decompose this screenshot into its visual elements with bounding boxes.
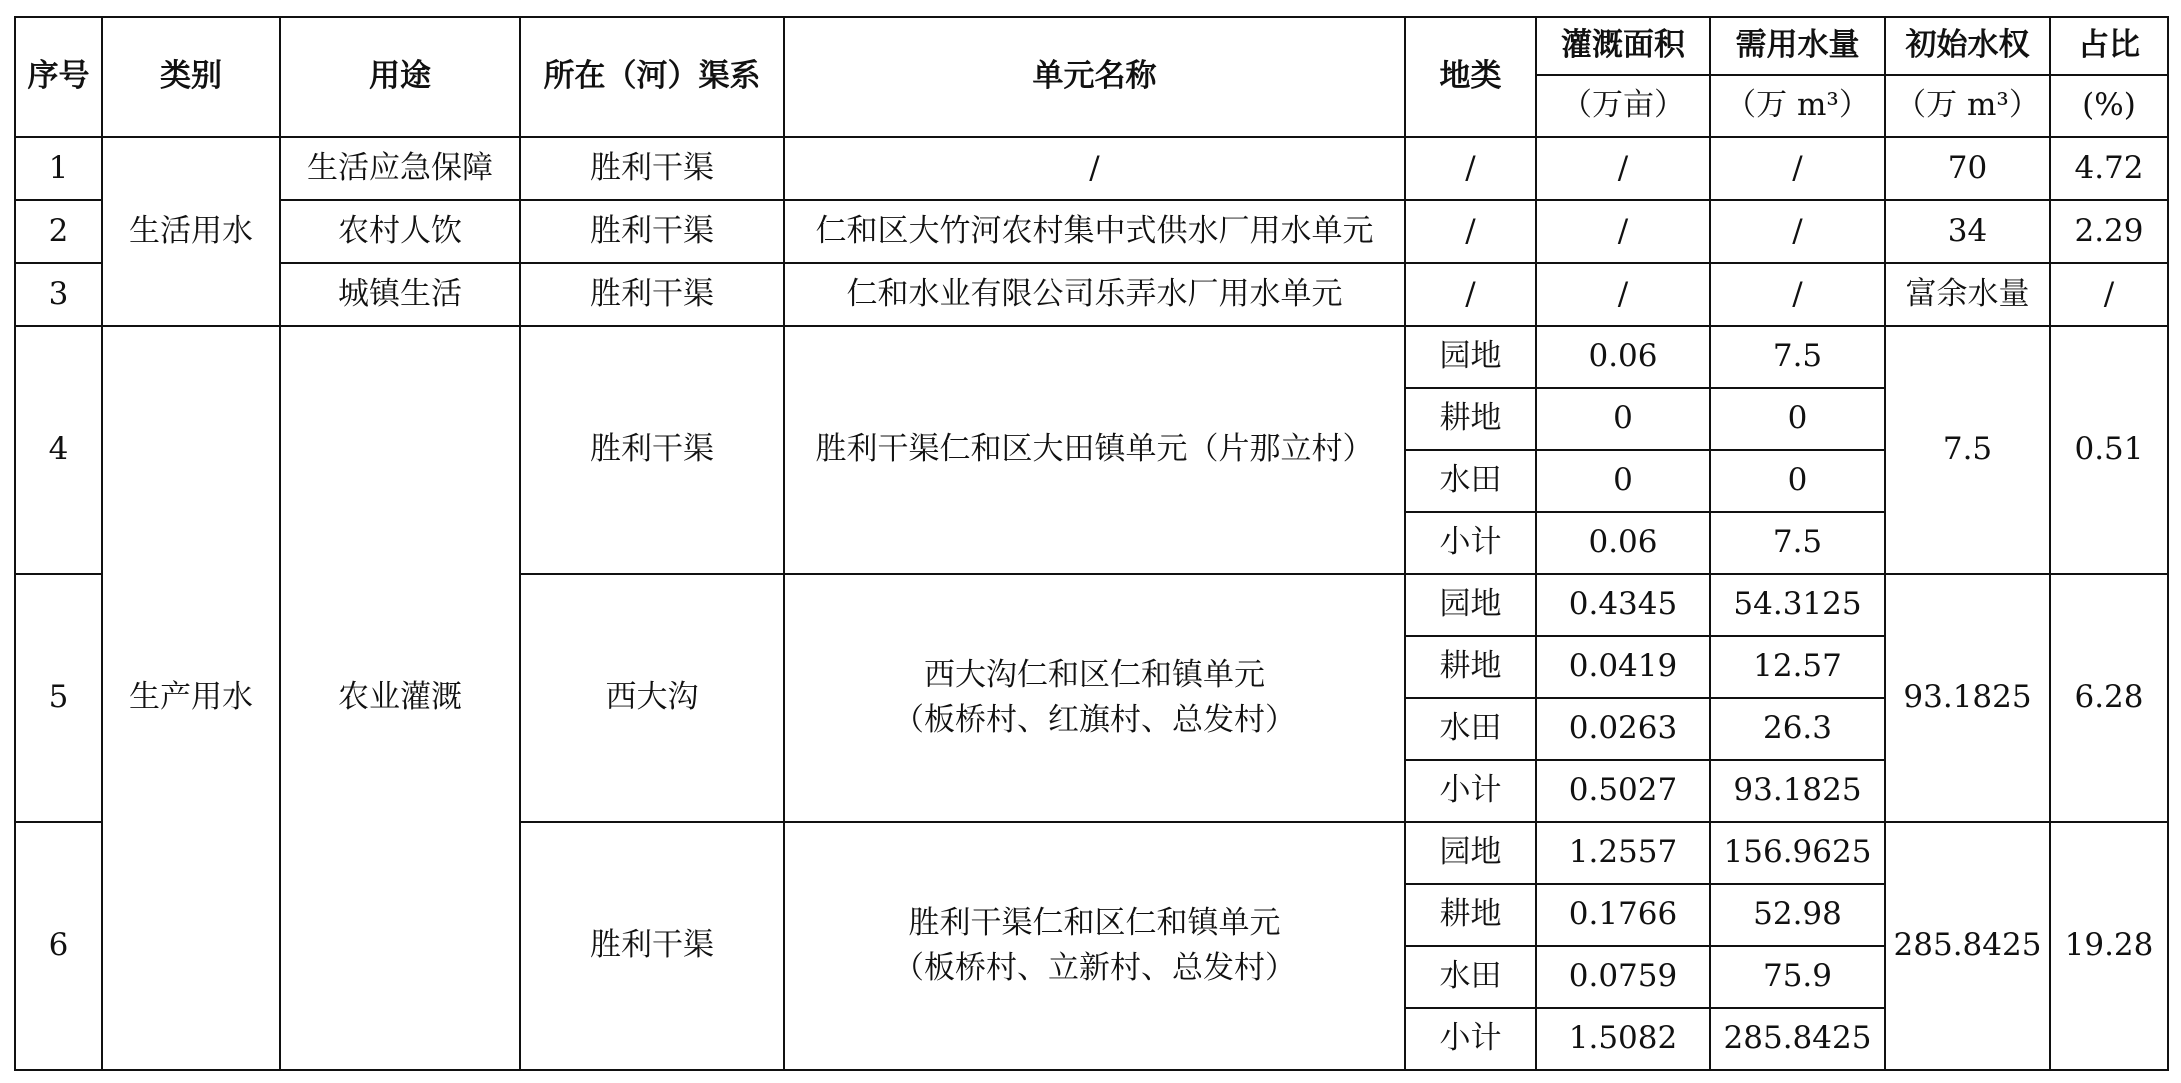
cell-unit-name: / bbox=[784, 137, 1405, 200]
cell-land-type: 耕地 bbox=[1405, 388, 1536, 450]
cell-land-type: 园地 bbox=[1405, 574, 1536, 636]
table-row bbox=[15, 326, 2168, 388]
cell-land-type: / bbox=[1405, 263, 1536, 326]
cell-irr-area: 0.06 bbox=[1536, 512, 1710, 574]
cell-water-demand: 0 bbox=[1710, 388, 1885, 450]
cell-use: 生活应急保障 bbox=[280, 137, 520, 200]
cell-channel: 胜利干渠 bbox=[520, 137, 784, 200]
cell-use: 城镇生活 bbox=[280, 263, 520, 326]
cell-land-type: / bbox=[1405, 200, 1536, 263]
cell-water-demand: 156.9625 bbox=[1710, 822, 1885, 884]
cell-water-demand: 7.5 bbox=[1710, 512, 1885, 574]
cell-irr-area: 0.1766 bbox=[1536, 884, 1710, 946]
cell-water-demand: 93.1825 bbox=[1710, 760, 1885, 822]
cell-unit-name: 胜利干渠仁和区仁和镇单元 （板桥村、立新村、总发村） bbox=[784, 822, 1405, 1070]
cell-irr-area: 1.5082 bbox=[1536, 1008, 1710, 1070]
header-channel: 所在（河）渠系 bbox=[520, 17, 784, 137]
cell-irr-area: 0.0419 bbox=[1536, 636, 1710, 698]
cell-channel: 胜利干渠 bbox=[520, 326, 784, 574]
cell-share: 19.28 bbox=[2050, 822, 2168, 1070]
cell-initial-right: 93.1825 bbox=[1885, 574, 2050, 822]
cell-initial-right: 34 bbox=[1885, 200, 2050, 263]
header-water-demand: 需用水量 bbox=[1710, 17, 1885, 75]
cell-unit-name: 西大沟仁和区仁和镇单元 （板桥村、红旗村、总发村） bbox=[784, 574, 1405, 822]
cell-seq: 2 bbox=[15, 200, 102, 263]
cell-channel: 胜利干渠 bbox=[520, 263, 784, 326]
cell-channel: 西大沟 bbox=[520, 574, 784, 822]
cell-land-type: 耕地 bbox=[1405, 884, 1536, 946]
header-use: 用途 bbox=[280, 17, 520, 137]
cell-channel: 胜利干渠 bbox=[520, 822, 784, 1070]
cell-water-demand: 0 bbox=[1710, 450, 1885, 512]
cell-share: 4.72 bbox=[2050, 137, 2168, 200]
cell-water-demand: / bbox=[1710, 200, 1885, 263]
cell-land-type: 园地 bbox=[1405, 326, 1536, 388]
header-initial-right: 初始水权 bbox=[1885, 17, 2050, 75]
cell-share: 6.28 bbox=[2050, 574, 2168, 822]
cell-water-demand: / bbox=[1710, 137, 1885, 200]
cell-irr-area: 0.0759 bbox=[1536, 946, 1710, 1008]
header-seq: 序号 bbox=[15, 17, 102, 137]
water-rights-table-page bbox=[14, 16, 2167, 1074]
cell-water-demand: 75.9 bbox=[1710, 946, 1885, 1008]
cell-seq: 6 bbox=[15, 822, 102, 1070]
cell-initial-right: 富余水量 bbox=[1885, 263, 2050, 326]
cell-share: 0.51 bbox=[2050, 326, 2168, 574]
cell-irr-area: 0 bbox=[1536, 388, 1710, 450]
header-land-type: 地类 bbox=[1405, 17, 1536, 137]
cell-irr-area: / bbox=[1536, 200, 1710, 263]
table-row bbox=[15, 200, 2168, 263]
cell-land-type: 水田 bbox=[1405, 698, 1536, 760]
header-water-demand-unit: （万 m³） bbox=[1710, 75, 1885, 137]
cell-initial-right: 7.5 bbox=[1885, 326, 2050, 574]
cell-irr-area: / bbox=[1536, 263, 1710, 326]
header-row bbox=[15, 17, 2168, 75]
table-row bbox=[15, 137, 2168, 200]
cell-category-domestic: 生活用水 bbox=[102, 137, 280, 326]
header-category: 类别 bbox=[102, 17, 280, 137]
cell-seq: 5 bbox=[15, 574, 102, 822]
cell-land-type: / bbox=[1405, 137, 1536, 200]
cell-use: 农村人饮 bbox=[280, 200, 520, 263]
cell-share: / bbox=[2050, 263, 2168, 326]
cell-irr-area: 0.0263 bbox=[1536, 698, 1710, 760]
cell-use-agri: 农业灌溉 bbox=[280, 326, 520, 1070]
cell-land-type: 小计 bbox=[1405, 760, 1536, 822]
cell-water-demand: 7.5 bbox=[1710, 326, 1885, 388]
cell-unit-name: 仁和区大竹河农村集中式供水厂用水单元 bbox=[784, 200, 1405, 263]
cell-land-type: 小计 bbox=[1405, 1008, 1536, 1070]
cell-land-type: 水田 bbox=[1405, 450, 1536, 512]
cell-water-demand: 285.8425 bbox=[1710, 1008, 1885, 1070]
water-rights-table bbox=[14, 16, 2169, 1071]
cell-water-demand: 26.3 bbox=[1710, 698, 1885, 760]
cell-unit-name: 胜利干渠仁和区大田镇单元（片那立村） bbox=[784, 326, 1405, 574]
cell-seq: 3 bbox=[15, 263, 102, 326]
header-share-unit: (%) bbox=[2050, 75, 2168, 137]
cell-irr-area: 0 bbox=[1536, 450, 1710, 512]
cell-seq: 1 bbox=[15, 137, 102, 200]
cell-irr-area: / bbox=[1536, 137, 1710, 200]
cell-initial-right: 285.8425 bbox=[1885, 822, 2050, 1070]
header-unit-name: 单元名称 bbox=[784, 17, 1405, 137]
cell-channel: 胜利干渠 bbox=[520, 200, 784, 263]
cell-water-demand: 12.57 bbox=[1710, 636, 1885, 698]
cell-water-demand: 54.3125 bbox=[1710, 574, 1885, 636]
header-irr-area-unit: （万亩） bbox=[1536, 75, 1710, 137]
cell-irr-area: 0.5027 bbox=[1536, 760, 1710, 822]
cell-seq: 4 bbox=[15, 326, 102, 574]
cell-land-type: 园地 bbox=[1405, 822, 1536, 884]
header-initial-right-unit: （万 m³） bbox=[1885, 75, 2050, 137]
cell-irr-area: 1.2557 bbox=[1536, 822, 1710, 884]
cell-unit-name: 仁和水业有限公司乐弄水厂用水单元 bbox=[784, 263, 1405, 326]
cell-irr-area: 0.06 bbox=[1536, 326, 1710, 388]
cell-initial-right: 70 bbox=[1885, 137, 2050, 200]
header-share: 占比 bbox=[2050, 17, 2168, 75]
cell-share: 2.29 bbox=[2050, 200, 2168, 263]
cell-water-demand: 52.98 bbox=[1710, 884, 1885, 946]
cell-land-type: 耕地 bbox=[1405, 636, 1536, 698]
cell-category-production: 生产用水 bbox=[102, 326, 280, 1070]
cell-land-type: 小计 bbox=[1405, 512, 1536, 574]
cell-land-type: 水田 bbox=[1405, 946, 1536, 1008]
header-irr-area: 灌溉面积 bbox=[1536, 17, 1710, 75]
table-row bbox=[15, 263, 2168, 326]
cell-water-demand: / bbox=[1710, 263, 1885, 326]
cell-irr-area: 0.4345 bbox=[1536, 574, 1710, 636]
